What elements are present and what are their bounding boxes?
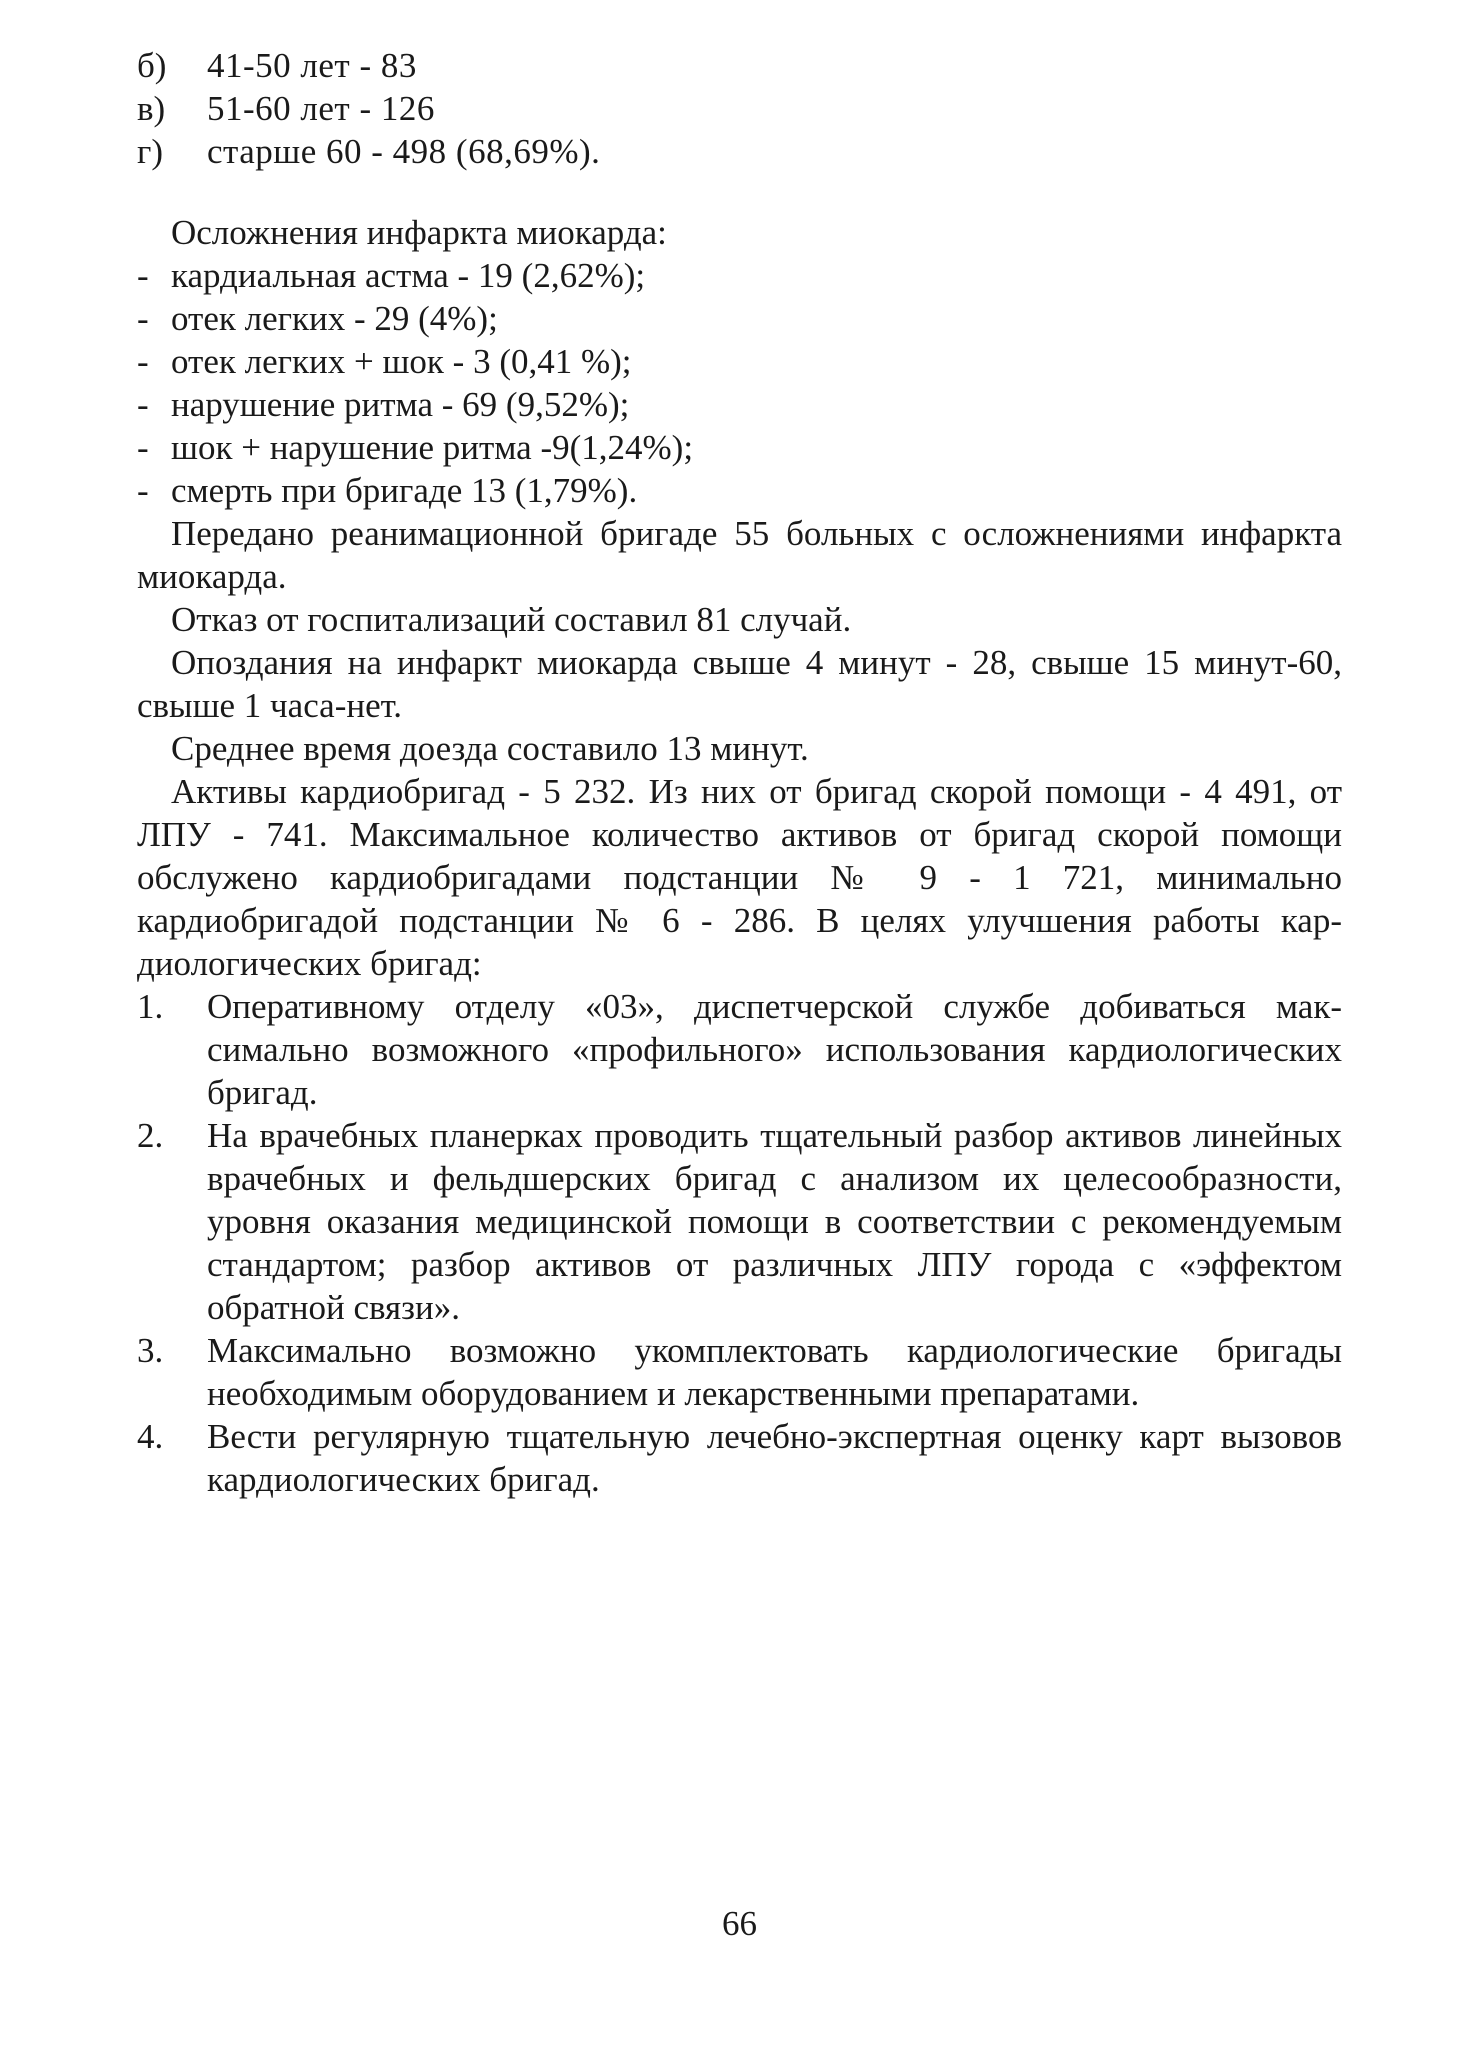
list-item	[137, 1114, 1342, 1329]
list-item-text: 41-50 лет - 83	[207, 46, 417, 85]
list-marker: 2.	[137, 1116, 164, 1155]
list-item	[137, 383, 1342, 426]
page-body	[137, 44, 1342, 1501]
list-item-text: отек легких + шок - 3 (0,41 %);	[171, 342, 632, 381]
list-dash: -	[137, 299, 149, 338]
paragraph-reanimation: Передано реанимационной бригаде 55 больных с осложнениями инфаркта миокарда.	[137, 514, 1342, 596]
list-item	[137, 297, 1342, 340]
list-item-text: 51-60 лет - 126	[207, 89, 435, 128]
list-item	[137, 130, 1342, 173]
list-item-text: Оперативному отделу «03», диспетчерской службе добиваться максимально возможного «профильного» использования кардиологических бригад.	[207, 987, 1342, 1112]
list-item-text: нарушение ритма - 69 (9,52%);	[171, 385, 630, 424]
list-item	[137, 426, 1342, 469]
list-item-text: Вести регулярную тщательную лечебно-экспертная оценку карт вызовов кардиологических бригад.	[207, 1417, 1342, 1499]
list-item-text: отек легких - 29 (4%);	[171, 299, 498, 338]
list-item	[137, 87, 1342, 130]
list-item	[137, 254, 1342, 297]
paragraph-delays: Опоздания на инфаркт миокарда свыше 4 минут - 28, свыше 15 минут-60, свыше 1 часа-нет.	[137, 643, 1342, 725]
age-group-list	[137, 44, 1342, 173]
recommendations-list	[137, 985, 1342, 1501]
list-marker: в)	[137, 89, 166, 128]
list-item	[137, 469, 1342, 512]
list-dash: -	[137, 385, 149, 424]
paragraph-hospitalization-refusal: Отказ от госпитализаций составил 81 случай.	[171, 600, 852, 639]
complications-heading: Осложнения инфаркта миокарда:	[171, 213, 667, 252]
list-item-text: кардиальная астма - 19 (2,62%);	[171, 256, 646, 295]
list-item-text: Максимально возможно укомплектовать кардиологические бригады необходимым оборудованием и лекарственными препаратами.	[207, 1331, 1342, 1413]
list-item-text: смерть при бригаде 13 (1,79%).	[171, 471, 638, 510]
list-item	[137, 985, 1342, 1114]
list-marker: 4.	[137, 1417, 164, 1456]
list-dash: -	[137, 342, 149, 381]
list-marker: 3.	[137, 1331, 164, 1370]
list-marker: 1.	[137, 987, 164, 1026]
list-dash: -	[137, 471, 149, 510]
list-marker: б)	[137, 46, 167, 85]
list-item-text: старше 60 - 498 (68,69%).	[207, 132, 601, 171]
list-item	[137, 1329, 1342, 1415]
list-item	[137, 340, 1342, 383]
list-dash: -	[137, 428, 149, 467]
paragraph-average-time: Среднее время доезда составило 13 минут.	[171, 729, 809, 768]
list-item-text: На врачебных планерках проводить тщательный разбор активов линейных врачебных и фельдшерских бригад с анализом их целесообразности, уровня оказания медицинской помощи в соответствии с рекомендуемым стандартом; разбор активов от различных ЛПУ города с «эффектом обратной связи».	[207, 1116, 1342, 1327]
list-marker: г)	[137, 132, 164, 171]
list-dash: -	[137, 256, 149, 295]
complications-list	[137, 254, 1342, 512]
list-item	[137, 1415, 1342, 1501]
list-item-text: шок + нарушение ритма -9(1,24%);	[171, 428, 694, 467]
list-item	[137, 44, 1342, 87]
paragraph-brigade-actives: Активы кардиобригад - 5 232. Из них от бригад скорой помощи - 4 491, от ЛПУ - 741. Максимальное количество активов от бригад скорой помощи обслужено кардиобригадами подстанции № 9 - 1 721, минимально кардиобригадой подстанции № 6 - 286. В целях улучшения работы кардиологических бригад:	[137, 772, 1342, 983]
page-number: 66	[722, 1904, 757, 1943]
